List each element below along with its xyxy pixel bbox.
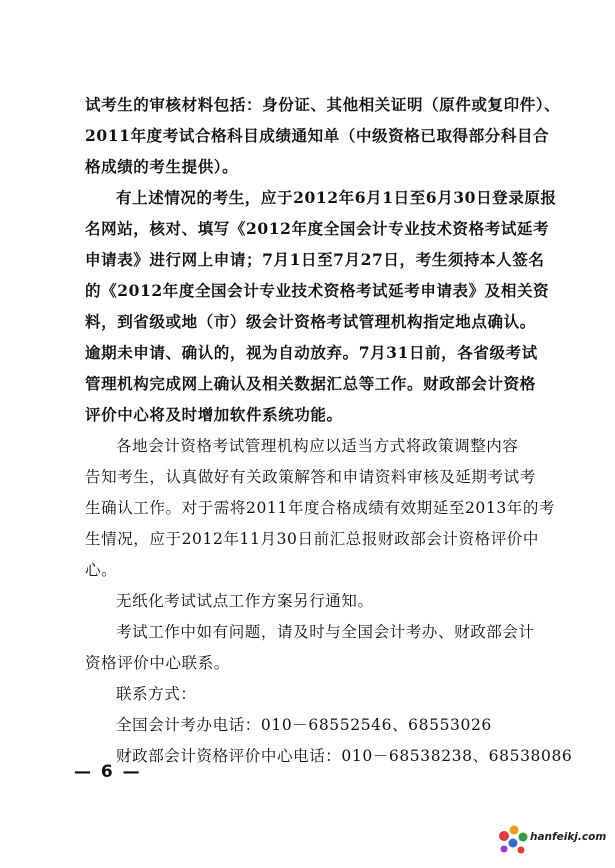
- paragraph-line: 2011年度考试合格科目成绩通知单（中级资格已取得部分科目合: [85, 126, 550, 145]
- paragraph-line: 考试工作中如有问题，请及时与全国会计考办、财政部会计: [116, 623, 535, 641]
- paragraph-line: 管理机构完成网上确认及相关数据汇总等工作。财政部会计资格: [85, 374, 536, 393]
- paragraph-line: 告知考生，认真做好有关政策解答和申请资料审核及延期考试考: [85, 468, 536, 486]
- paragraph-line: 试考生的审核材料包括：身份证、其他相关证明（原件或复印件）、: [85, 95, 561, 114]
- page-number: — 6 —: [74, 762, 142, 782]
- paragraph-line: 逾期未申请、确认的，视为自动放弃。7月31日前，各省级考试: [85, 343, 538, 362]
- paragraph-line: 生确认工作。对于需将2011年度合格成绩有效期延至2013年的考: [85, 499, 556, 517]
- paragraph-line: 生情况，应于2012年11月30日前汇总报财政部会计资格评价中: [85, 530, 539, 548]
- contact-heading: 联系方式：: [116, 685, 197, 703]
- paragraph-line: 资格评价中心联系。: [85, 654, 230, 672]
- paragraph-line: 有上述情况的考生，应于2012年6月1日至6月30日登录原报: [116, 188, 557, 207]
- contact-line: 财政部会计资格评价中心电话：010－68538238、68538086: [116, 747, 573, 765]
- paragraph-line: 格成绩的考生提供）。: [85, 157, 239, 176]
- paragraph-line: 申请表》进行网上申请；7月1日至7月27日，考生须持本人签名: [85, 250, 545, 269]
- contact-line: 全国会计考办电话：010－68552546、68553026: [116, 716, 492, 734]
- paragraph-line: 无纸化考试试点工作方案另行通知。: [116, 592, 374, 610]
- watermark-text: hanfeikj.com: [530, 831, 607, 843]
- paragraph-line: 各地会计资格考试管理机构应以适当方式将政策调整内容: [116, 437, 519, 455]
- paragraph-line: 心。: [85, 561, 118, 579]
- paragraph-line: 料，到省级或地（市）级会计资格考试管理机构指定地点确认。: [85, 312, 536, 331]
- paragraph-line: 评价中心将及时增加软件系统功能。: [85, 405, 343, 424]
- paragraph-line: 名网站，核对、填写《2012年度全国会计专业技术资格考试延考: [85, 219, 550, 238]
- paragraph-line: 的《2012年度全国会计专业技术资格考试延考申请表》及相关资: [85, 281, 550, 300]
